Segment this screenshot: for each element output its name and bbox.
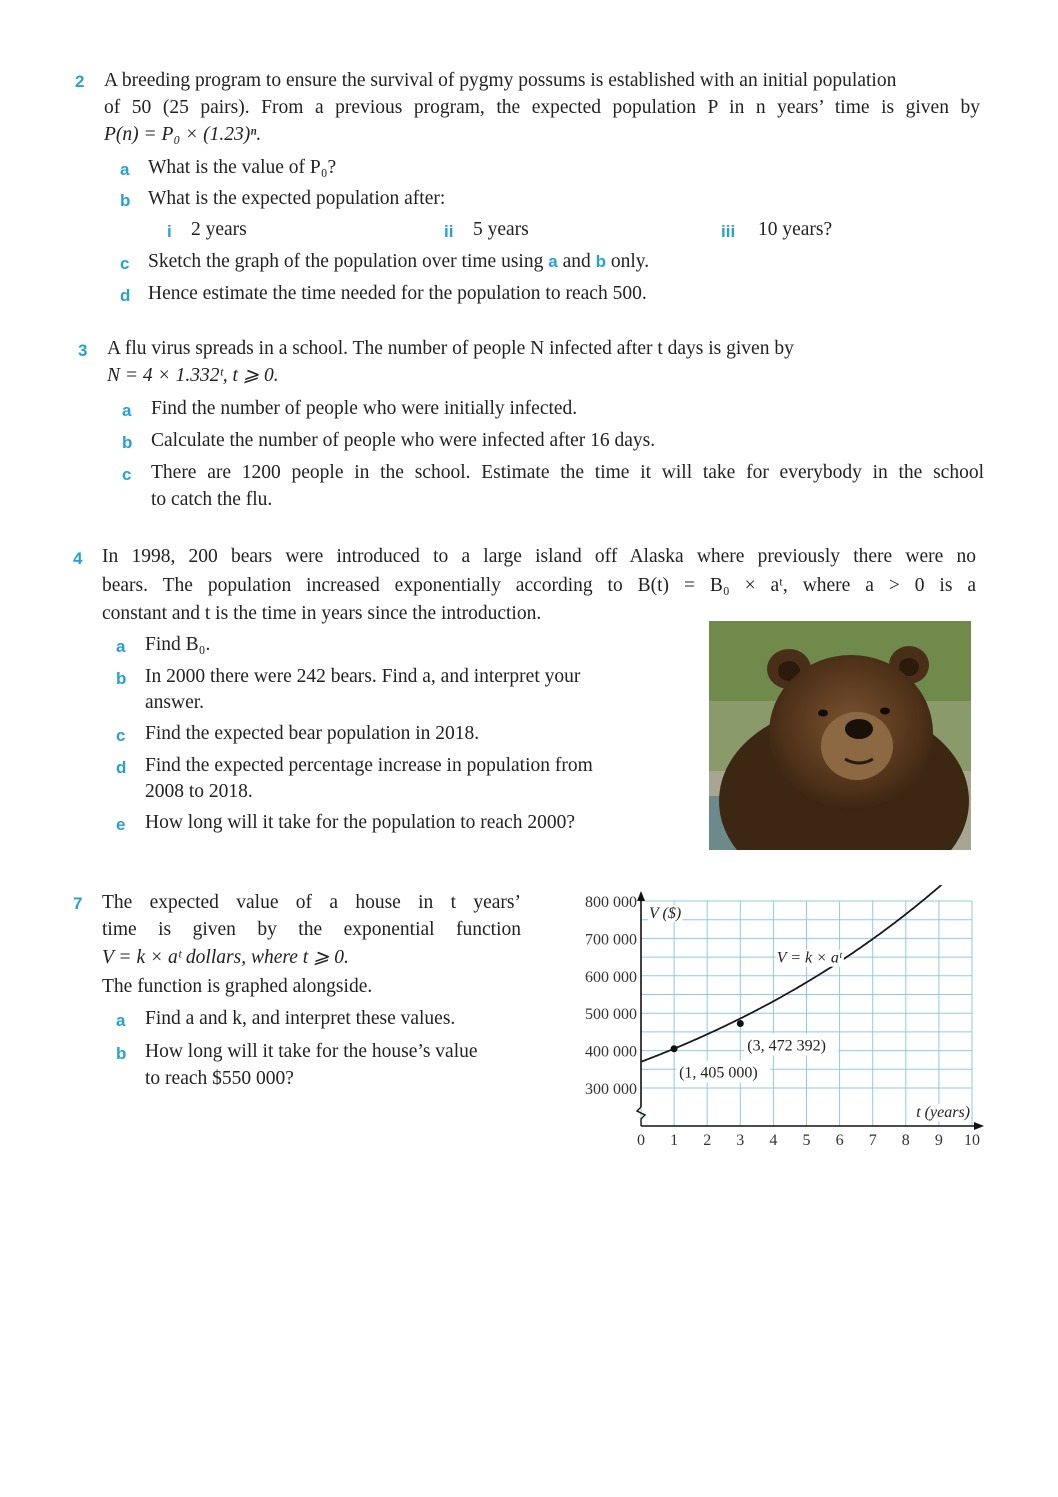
- question-number: 4: [73, 549, 83, 568]
- formula: V = k × aᵗ dollars, where t ⩾ 0.: [102, 947, 349, 968]
- question-number: 7: [73, 894, 83, 913]
- part-text: How long will it take for the population to reach 2000?: [145, 812, 575, 833]
- part-label: a: [122, 401, 132, 420]
- y-tick-labels: [585, 894, 637, 1098]
- data-point: [737, 1020, 744, 1027]
- part-text: Calculate the number of people who were infected after 16 days.: [151, 430, 656, 451]
- y-tick-label: 800 000: [585, 894, 637, 911]
- x-axis-label: t (years): [916, 1104, 970, 1121]
- x-tick-label: 9: [934, 1132, 943, 1149]
- part-text: Find B₀.: [145, 634, 211, 655]
- y-tick-label: 400 000: [585, 1043, 637, 1061]
- part-label: b: [116, 669, 127, 688]
- data-points: [671, 1020, 839, 1083]
- point-label: (3, 472 392): [747, 1037, 826, 1055]
- x-tick-label: 8: [901, 1132, 910, 1149]
- y-tick-label: 600 000: [585, 968, 637, 986]
- part-label: b: [120, 191, 131, 210]
- x-tick-label: 3: [736, 1132, 745, 1149]
- question-text-line: In 1998, 200 bears were introduced to a large island off Alaska where previously there were no: [102, 546, 976, 567]
- part-label: d: [116, 758, 127, 777]
- part-text-segment: only.: [610, 251, 650, 272]
- question-text-line: The function is graphed alongside.: [102, 976, 373, 997]
- part-text: In 2000 there were 242 bears. Find a, and interpret your: [145, 666, 581, 687]
- question-text-line: of 50 (25 pairs). From a previous program, the expected population P in n years’ time is given by: [104, 97, 980, 118]
- grid: [641, 901, 972, 1126]
- part-text: to reach $550 000?: [145, 1068, 294, 1089]
- part-text: How long will it take for the house’s value: [145, 1041, 478, 1062]
- part-label: b: [122, 433, 133, 452]
- part-label: a: [116, 1011, 126, 1030]
- part-label: c: [122, 465, 132, 484]
- x-tick-label: 2: [703, 1132, 712, 1149]
- part-label: c: [120, 254, 130, 273]
- question-number: 2: [75, 72, 85, 91]
- question-number: 3: [78, 341, 88, 360]
- part-label: e: [116, 815, 126, 834]
- point-label: (1, 405 000): [679, 1064, 758, 1082]
- x-tick-label: 6: [835, 1132, 844, 1149]
- y-tick-label: 300 000: [585, 1081, 637, 1098]
- question-text-line: A breeding program to ensure the survival of pygmy possums is established with an initial population: [104, 70, 897, 91]
- question-text-line: A flu virus spreads in a school. The number of people N infected after t days is given by: [107, 338, 794, 359]
- y-axis-label: V ($): [649, 905, 682, 922]
- part-text: Find the expected percentage increase in population from: [145, 755, 593, 776]
- y-tick-label: 700 000: [585, 931, 637, 949]
- y-tick-label: 500 000: [585, 1006, 637, 1024]
- bear-photo: [709, 621, 971, 850]
- part-text: Find the expected bear population in 2018.: [145, 723, 480, 744]
- part-text-segment: and: [562, 251, 591, 272]
- x-tick-label: 10: [964, 1132, 980, 1149]
- x-tick-label: 0: [637, 1132, 645, 1149]
- equation-label: V = k × aᵗ: [776, 949, 842, 967]
- x-tick-label: 7: [868, 1132, 877, 1149]
- formula: P(n) = P₀ × (1.23)ⁿ.: [104, 124, 262, 145]
- subpart-label: ii: [444, 222, 454, 241]
- part-text: answer.: [145, 692, 205, 713]
- subpart-text: 10 years?: [758, 219, 833, 240]
- part-text: Find the number of people who were initially infected.: [151, 398, 578, 419]
- subpart-text: 5 years: [473, 219, 529, 240]
- part-text: Find a and k, and interpret these values.: [145, 1008, 456, 1029]
- x-tick-labels: [637, 1132, 980, 1149]
- part-label: c: [116, 726, 126, 745]
- x-tick-label: 1: [670, 1132, 679, 1149]
- part-text: to catch the flu.: [151, 489, 273, 510]
- part-label: a: [120, 160, 130, 179]
- question-text-line: The expected value of a house in t years’: [102, 892, 521, 913]
- part-label: b: [116, 1044, 127, 1063]
- part-text: Hence estimate the time needed for the population to reach 500.: [148, 283, 647, 304]
- y-axis-arrow: [637, 891, 645, 901]
- part-text-segment: Sketch the graph of the population over time using: [148, 251, 544, 272]
- subpart-text: 2 years: [191, 219, 247, 240]
- question-text-line: time is given by the exponential function: [102, 919, 521, 940]
- part-text: What is the value of P₀?: [148, 157, 337, 178]
- part-reference: a: [548, 252, 558, 271]
- question-text-line: bears. The population increased exponentially according to B(t) = B₀ × aᵗ, where a > 0 is a: [102, 575, 976, 596]
- part-text: There are 1200 people in the school. Estimate the time it will take for everybody in the school: [151, 462, 984, 483]
- value-graph: [570, 885, 990, 1150]
- subpart-label: i: [167, 222, 172, 241]
- formula: N = 4 × 1.332ᵗ, t ⩾ 0.: [107, 365, 279, 386]
- question-text-line: constant and t is the time in years since the introduction.: [102, 603, 542, 624]
- part-text: What is the expected population after:: [148, 188, 446, 209]
- part-label: a: [116, 637, 126, 656]
- part-label: d: [120, 286, 131, 305]
- x-axis-arrow: [974, 1122, 984, 1130]
- part-text: 2008 to 2018.: [145, 781, 253, 802]
- x-tick-label: 4: [769, 1132, 778, 1149]
- data-point: [671, 1045, 678, 1052]
- part-reference: b: [595, 252, 606, 271]
- x-tick-label: 5: [802, 1132, 811, 1149]
- part-text: [148, 249, 649, 275]
- subpart-label: iii: [721, 222, 736, 241]
